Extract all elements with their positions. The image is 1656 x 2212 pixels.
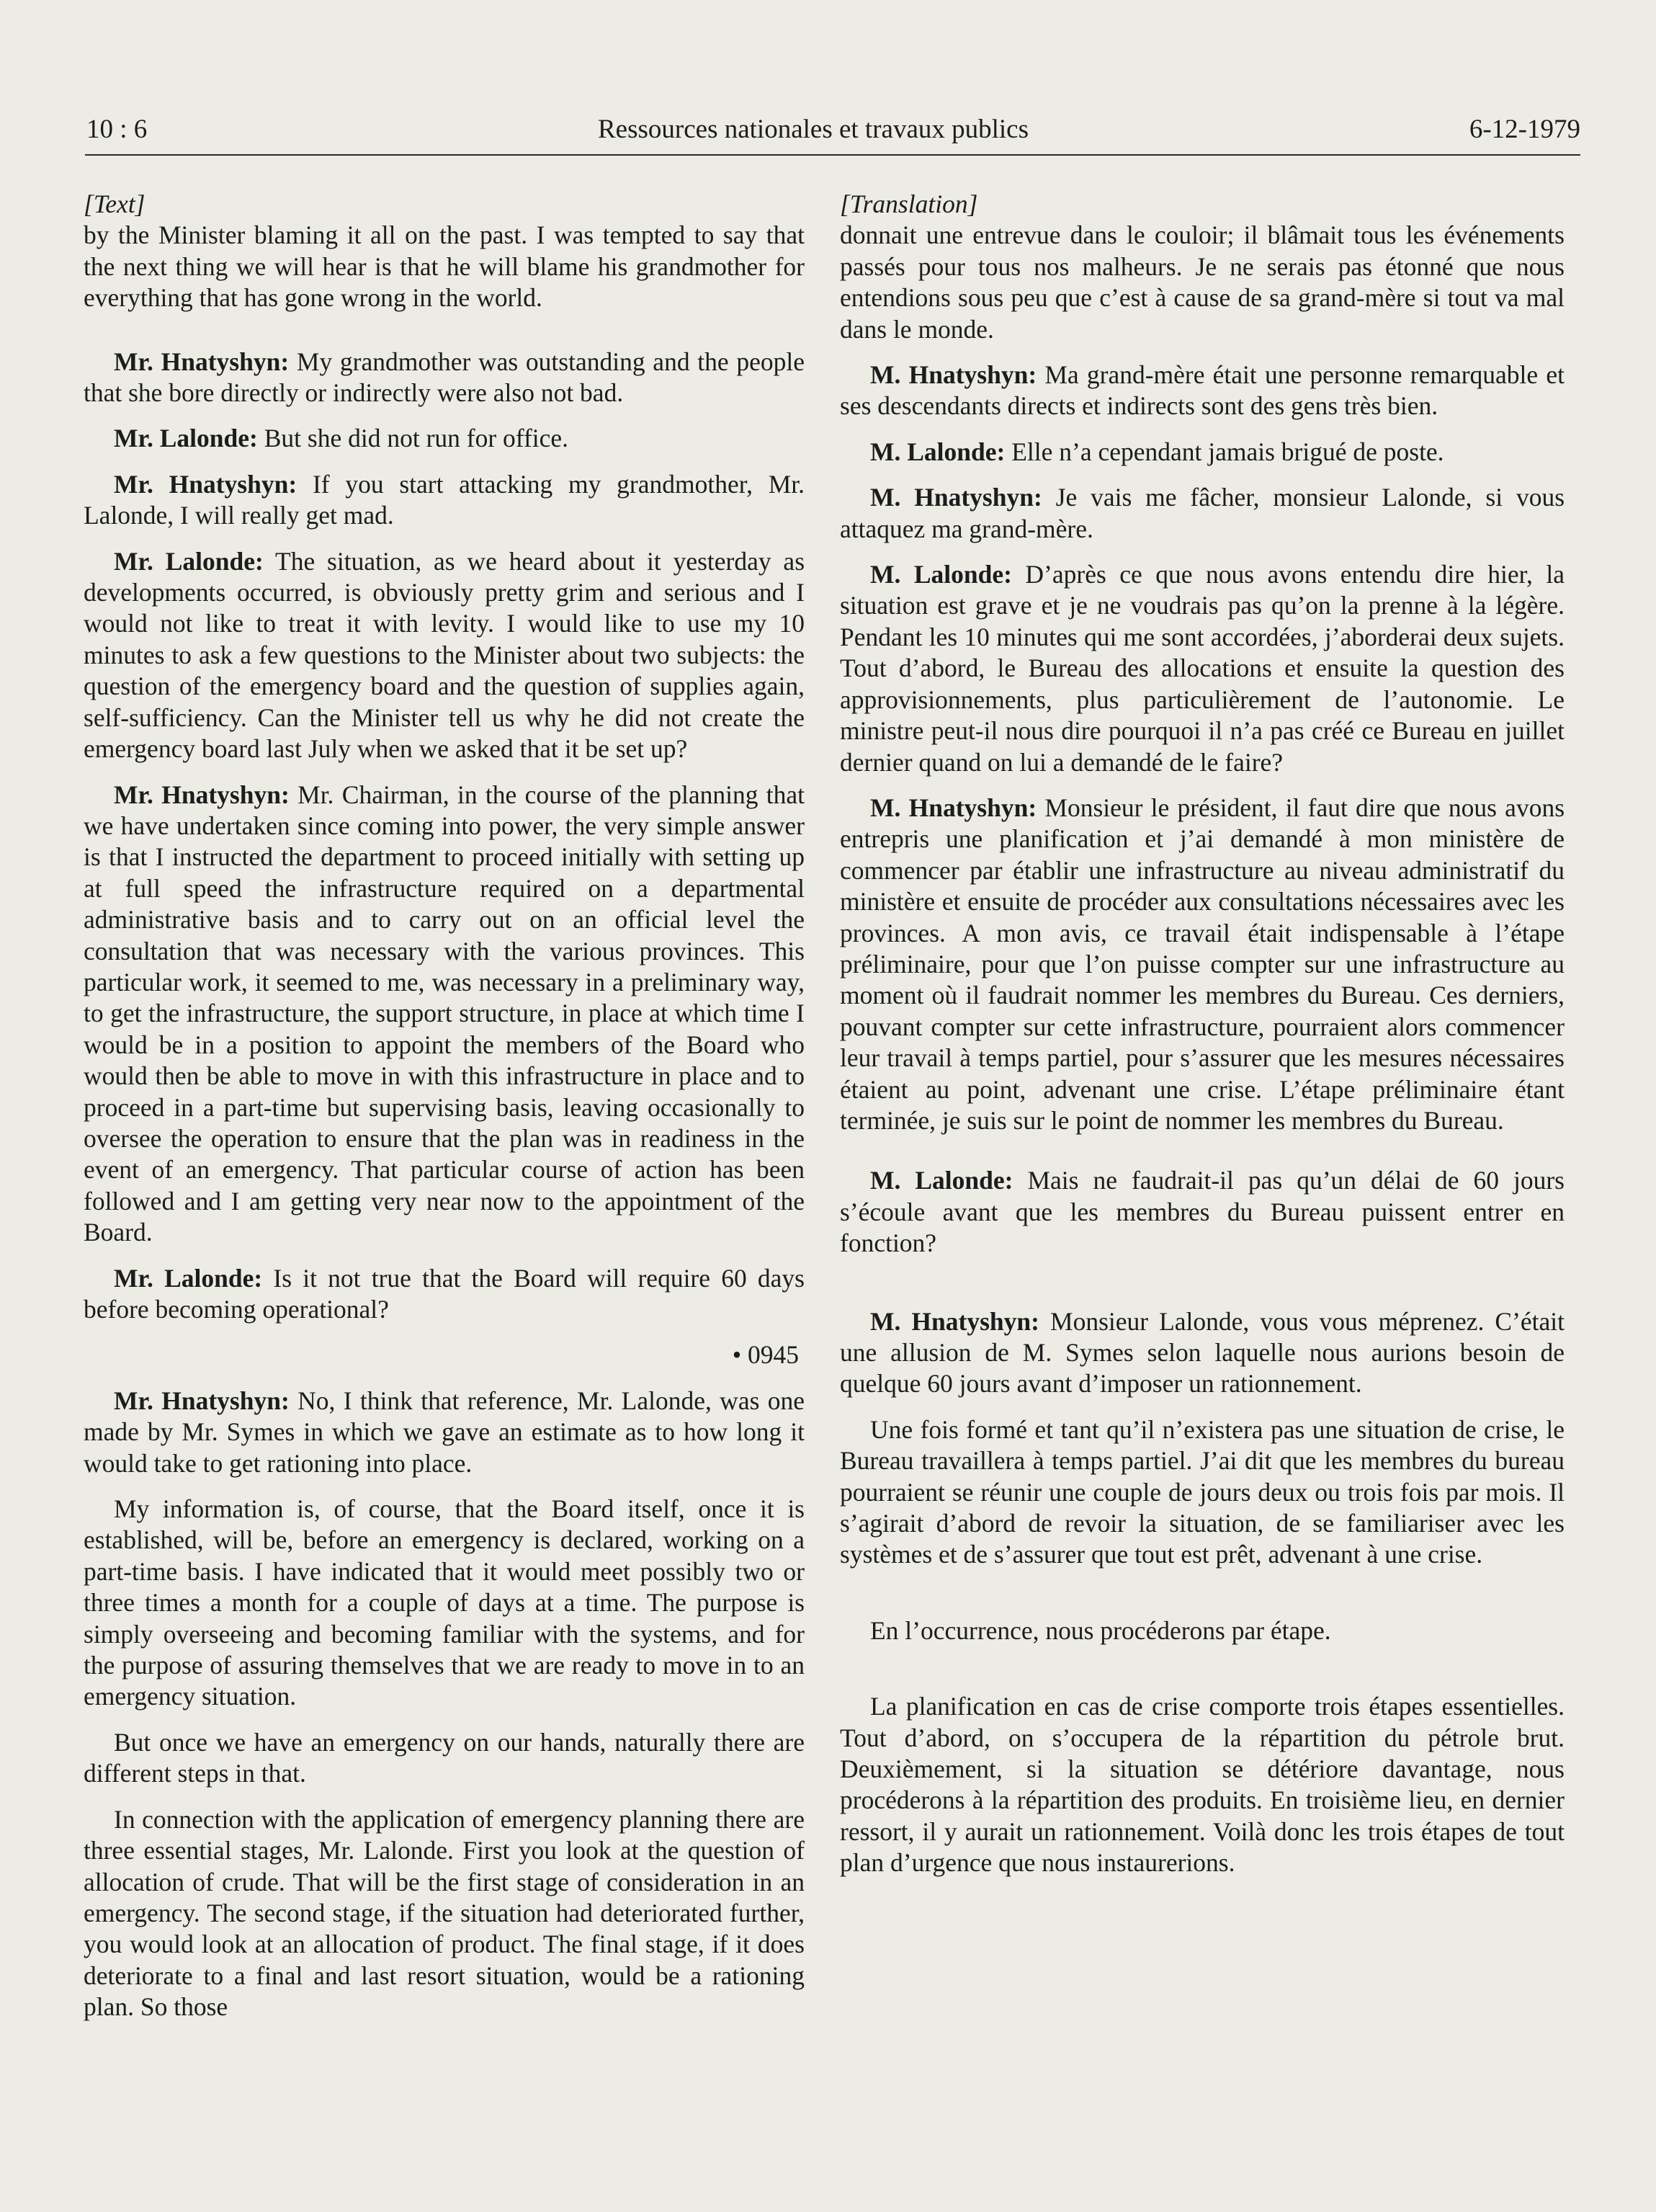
header-rule <box>85 154 1580 156</box>
paragraph: Une fois formé et tant qu’il n’existera pas une situation de crise, le Bureau travaillera à temps partiel. J’ai dit que les membres du bureau pourraient se réunir une couple de jours deux ou trois fois par mois. Il s’agirait d’abord de revoir la situation, de se familiariser avec les systèmes et de s’assurer que tout est prêt, advenant à une crise. <box>840 1414 1565 1569</box>
speaker-name: M. Lalonde: <box>870 437 1006 466</box>
paragraph <box>84 423 805 454</box>
paragraph <box>84 347 805 409</box>
page-header <box>86 114 1580 157</box>
speaker-name: Mr. Hnatyshyn: <box>114 347 290 376</box>
running-title: Ressources nationales et travaux publics <box>598 115 1029 144</box>
english-column <box>84 189 805 2023</box>
paragraph <box>84 1263 805 1326</box>
speaker-name: Mr. Lalonde: <box>114 1263 263 1293</box>
speaker-name: M. Lalonde: <box>870 1166 1013 1195</box>
paragraph <box>840 793 1565 1136</box>
paragraph: En l’occurrence, nous procéderons par étape. <box>870 1615 1331 1645</box>
speaker-name: Mr. Lalonde: <box>114 546 264 576</box>
speech-text: Is it not true that the Board will require 60 days before becoming operational? <box>84 1263 805 1324</box>
speaker-name: M. Hnatyshyn: <box>870 360 1037 390</box>
speaker-name: M. Hnatyshyn: <box>870 1306 1039 1336</box>
paragraph: La planification en cas de crise comporte trois étapes essentielles. Tout d’abord, on s’occupera de la répartition du pétrole brut. Deuxièmement, si la situation se détériore davantage, nous procéderons à la répartition des produits. En troisième lieu, en dernier ressort, il y aurait un rationnement. Voilà donc les trois étapes de tout plan d’urgence que nous instaurerions. <box>840 1692 1565 1878</box>
speech-text: Mais ne faudrait-il pas qu’un délai de 60 jours s’écoule avant que les membres du Bureau puissent entrer en fonction? <box>840 1166 1565 1258</box>
speech-text: My grandmother was outstanding and the people that she bore directly or indirectly were also not bad. <box>84 347 805 408</box>
speech-text: Ma grand-mère était une personne remarquable et ses descendants directs et indirects sont des gens très bien. <box>840 360 1565 421</box>
paragraph <box>840 1306 1565 1400</box>
speech-text: No, I think that reference, Mr. Lalonde, was one made by Mr. Symes in which we gave an estimate as to how long it would take to get rationing into place. <box>84 1386 805 1478</box>
speech-text: Monsieur Lalonde, vous vous méprenez. C’était une allusion de M. Symes selon laquelle nous aurions besoin de quelque 60 jours avant d’imposer un rationnement. <box>840 1306 1565 1399</box>
paragraph <box>84 469 805 532</box>
paragraph <box>840 559 1565 778</box>
speech-text: Elle n’a cependant jamais brigué de poste. <box>1011 437 1444 466</box>
page-date: 6-12-1979 <box>1469 115 1580 144</box>
time-stamp: • 0945 <box>732 1340 799 1370</box>
speech-text: But she did not run for office. <box>264 424 569 453</box>
paragraph: But once we have an emergency on our hands, naturally there are different steps in that. <box>84 1727 805 1788</box>
speech-text: Mr. Chairman, in the course of the planning that we have undertaken since coming into power, the very simple answer is that I instructed the department to proceed initially with setting up at full speed the infrastructure required on a departmental administrative basis and to carry out on an official level the consultation that was necessary with the various provinces. This particular work, it seemed to me, was necessary in a preliminary way, to get the infrastructure, the support structure, in place at which time I would be in a position to appoint the members of the Board who would then be able to move in with this infrastructure in place and to proceed in a part-time but supervising basis, leaving occasionally to oversee the operation to ensure that the plan was in readiness in the event of an emergency. That particular course of action has been followed and I am getting very near now to the appointment of the Board. <box>84 780 805 1247</box>
speaker-name: M. Hnatyshyn: <box>870 483 1042 512</box>
paragraph <box>84 1386 805 1479</box>
speech-text: D’après ce que nous avons entendu dire hier, la situation est grave et je ne voudrais pas qu’on la prenne à la légère. Pendant les 10 minutes qui me sont accordées, j’aborderai deux sujets. Tout d’abord, le Bureau des allocations et ensuite la question des approvisionnements, plus particulièrement de l’autonomie. Le ministre peut-il nous dire pourquoi il n’a pas créé ce Bureau en juillet dernier quand on lui a demandé de le faire? <box>840 560 1565 777</box>
speech-text: If you start attacking my grandmother, Mr. Lalonde, I will really get mad. <box>84 469 805 530</box>
text-tag: [Text] <box>84 189 146 218</box>
speech-text: Monsieur le président, il faut dire que nous avons entrepris une planification et j’ai demandé à mon ministère de commencer par établir une infrastructure au niveau administratif du ministère et ensuite de procéder aux consultations nécessaires avec les provinces. A mon avis, ce travail était indispensable à l’étape préliminaire, pour que l’on puisse compter sur une infrastructure au moment où il faudrait nommer les membres du Bureau. Ces derniers, pouvant compter sur cette infrastructure, pourraient alors commencer leur travail à temps partiel, pour s’assurer que les mesures nécessaires étaient au point, advenant une crise. L’étape préliminaire étant terminée, je suis sur le point de nommer les membres du Bureau. <box>840 793 1565 1135</box>
speaker-name: Mr. Hnatyshyn: <box>114 1386 290 1415</box>
paragraph <box>840 437 1565 468</box>
paragraph: by the Minister blaming it all on the past. I was tempted to say that the next thing we will hear is that he will blame his grandmother for everything that has gone wrong in the world. <box>84 220 805 313</box>
speaker-name: Mr. Hnatyshyn: <box>114 780 290 809</box>
translation-tag: [Translation] <box>840 189 978 218</box>
speech-text: Je vais me fâcher, monsieur Lalonde, si vous attaquez ma grand-mère. <box>840 483 1565 543</box>
speaker-name: Mr. Lalonde: <box>114 424 258 453</box>
speaker-name: M. Hnatyshyn: <box>870 793 1037 822</box>
speaker-name: M. Lalonde: <box>870 560 1012 589</box>
paragraph: My information is, of course, that the Board itself, once it is established, will be, before an emergency is declared, working on a part-time basis. I have indicated that it would meet possibly two or three times a month for a couple of days at a time. The purpose is simply overseeing and becoming familiar with the systems, and for the purpose of assuring themselves that we are ready to move in to an emergency situation. <box>84 1494 805 1711</box>
paragraph: In connection with the application of emergency planning there are three essential stages, Mr. Lalonde. First you look at the question of allocation of crude. That will be the first stage of consideration in an emergency. The second stage, if the situation had deteriorated further, you would look at an allocation of product. The final stage, if it does deteriorate to a final and last resort situation, would be a rationing plan. So those <box>84 1804 805 2022</box>
paragraph <box>84 546 805 765</box>
speech-text: The situation, as we heard about it yesterday as developments occurred, is obviously pretty grim and serious and I would not like to treat it with levity. I would like to use my 10 minutes to ask a few questions to the Minister about two subjects: the question of the emergency board and the question of supplies again, self-sufficiency. Can the Minister tell us why he did not create the emergency board last July when we asked that it be set up? <box>84 546 805 764</box>
french-column <box>840 189 1565 1879</box>
paragraph: donnait une entrevue dans le couloir; il blâmait tous les événements passés pour tous nos malheurs. Je ne serais pas étonné que nous entendions sous peu que c’est à cause de sa grand-mère si tout va mal dans le monde. <box>840 220 1565 344</box>
page-number: 10 : 6 <box>86 115 148 144</box>
paragraph <box>84 780 805 1249</box>
paragraph <box>840 482 1565 545</box>
paragraph <box>840 1165 1565 1259</box>
speaker-name: Mr. Hnatyshyn: <box>114 469 297 499</box>
paragraph <box>840 360 1565 422</box>
